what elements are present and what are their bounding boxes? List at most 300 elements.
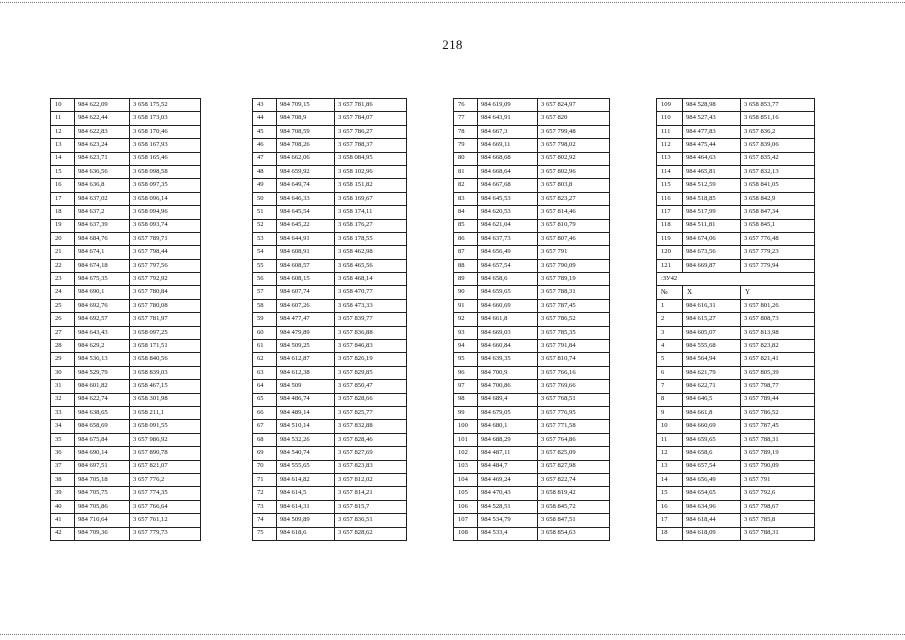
- point-number: 66: [253, 406, 277, 419]
- y-coordinate: 3 657 780,84: [130, 286, 201, 299]
- y-coordinate: 3 657 820: [538, 112, 610, 125]
- y-coordinate: 3 657 821,41: [741, 353, 815, 366]
- table-row: [51, 152, 201, 165]
- table-row: [454, 286, 610, 299]
- point-number: 47: [253, 152, 277, 165]
- table-row: [657, 393, 815, 406]
- table-row: [253, 125, 407, 138]
- y-coordinate: 3 657 827,98: [538, 460, 610, 473]
- table-row: [657, 179, 815, 192]
- point-number: 12: [51, 125, 75, 138]
- section-row: [657, 273, 815, 286]
- point-number: 106: [454, 500, 478, 513]
- y-coordinate: 3 658 102,96: [335, 165, 407, 178]
- table-row: [657, 340, 815, 353]
- table-row: [454, 433, 610, 446]
- table-row: [51, 460, 201, 473]
- x-coordinate: 984 659,92: [277, 165, 335, 178]
- point-number: 76: [454, 99, 478, 112]
- table-row: [51, 112, 201, 125]
- point-number: 32: [51, 393, 75, 406]
- x-coordinate: 984 658,6: [683, 447, 741, 460]
- y-coordinate: 3 657 789,44: [741, 393, 815, 406]
- table-row: [51, 500, 201, 513]
- point-number: 11: [657, 433, 683, 446]
- x-coordinate: 984 645,54: [277, 206, 335, 219]
- table-row: [253, 165, 407, 178]
- x-coordinate: 984 688,29: [478, 433, 538, 446]
- table-row: [51, 380, 201, 393]
- x-coordinate: 984 614,82: [277, 473, 335, 486]
- point-number: 86: [454, 232, 478, 245]
- point-number: 105: [454, 487, 478, 500]
- y-coordinate: 3 658 847,51: [538, 514, 610, 527]
- y-coordinate: 3 658 093,74: [130, 219, 201, 232]
- x-coordinate: 984 705,75: [75, 487, 130, 500]
- y-coordinate: 3 657 789,71: [130, 232, 201, 245]
- table-row: [253, 500, 407, 513]
- y-coordinate: 3 657 776,48: [741, 232, 815, 245]
- y-coordinate: 3 658 851,16: [741, 112, 815, 125]
- point-number: 55: [253, 259, 277, 272]
- y-coordinate: 3 657 825,77: [335, 406, 407, 419]
- y-coordinate: 3 657 832,13: [741, 165, 815, 178]
- y-coordinate: 3 657 821,07: [130, 460, 201, 473]
- point-number: 17: [51, 192, 75, 205]
- point-number: 75: [253, 527, 277, 540]
- point-number: 40: [51, 500, 75, 513]
- y-coordinate: 3 657 813,98: [741, 326, 815, 339]
- x-coordinate: 984 705,86: [75, 500, 130, 513]
- table-row: [454, 447, 610, 460]
- table-row: [253, 460, 407, 473]
- point-number: 28: [51, 340, 75, 353]
- table-row: [253, 380, 407, 393]
- point-number: 56: [253, 273, 277, 286]
- point-number: 74: [253, 514, 277, 527]
- point-number: 37: [51, 460, 75, 473]
- x-coordinate: 984 475,44: [683, 139, 741, 152]
- table-row: [51, 433, 201, 446]
- x-coordinate: 984 532,26: [277, 433, 335, 446]
- table-row: [51, 299, 201, 312]
- y-coordinate: 3 657 890,78: [130, 447, 201, 460]
- y-coordinate: 3 657 801,26: [741, 299, 815, 312]
- y-coordinate: 3 657 791,84: [538, 340, 610, 353]
- point-number: 24: [51, 286, 75, 299]
- point-number: 43: [253, 99, 277, 112]
- point-number: 16: [657, 500, 683, 513]
- y-coordinate: 3 658 841,05: [741, 179, 815, 192]
- table-row: [657, 246, 815, 259]
- y-coordinate: 3 657 771,58: [538, 420, 610, 433]
- x-coordinate: 984 708,26: [277, 139, 335, 152]
- point-number: 18: [51, 206, 75, 219]
- point-number: 31: [51, 380, 75, 393]
- point-number: 2: [657, 313, 683, 326]
- x-coordinate: 984 536,13: [75, 353, 130, 366]
- y-coordinate: 3 657 836,2: [741, 125, 815, 138]
- y-coordinate: 3 657 769,66: [538, 380, 610, 393]
- x-coordinate: 984 528,98: [683, 99, 741, 112]
- scan-bottom-edge: [0, 634, 905, 635]
- table-row: [454, 340, 610, 353]
- table-row: [454, 420, 610, 433]
- table-row: [253, 393, 407, 406]
- point-number: 80: [454, 152, 478, 165]
- point-number: 27: [51, 326, 75, 339]
- table-row: [51, 165, 201, 178]
- x-coordinate: 984 659,65: [683, 433, 741, 446]
- x-coordinate: 984 486,74: [277, 393, 335, 406]
- x-coordinate: 984 646,33: [277, 192, 335, 205]
- x-coordinate: 984 629,2: [75, 340, 130, 353]
- point-number: 21: [51, 246, 75, 259]
- point-number: 112: [657, 139, 683, 152]
- point-number: 83: [454, 192, 478, 205]
- y-coordinate: 3 657 776,95: [538, 406, 610, 419]
- x-coordinate: 984 637,2: [75, 206, 130, 219]
- table-row: [454, 219, 610, 232]
- table-row: [657, 125, 815, 138]
- x-coordinate: 984 637,39: [75, 219, 130, 232]
- y-coordinate: 3 657 810,74: [538, 353, 610, 366]
- table-row: [454, 393, 610, 406]
- y-coordinate: 3 657 827,69: [335, 447, 407, 460]
- table-row: [657, 353, 815, 366]
- x-coordinate: 984 644,91: [277, 232, 335, 245]
- table-row: [253, 313, 407, 326]
- table-row: [253, 286, 407, 299]
- table-row: [657, 165, 815, 178]
- point-number: 4: [657, 340, 683, 353]
- y-coordinate: 3 657 789,19: [538, 273, 610, 286]
- point-number: 39: [51, 487, 75, 500]
- table-body-2: [657, 299, 815, 540]
- y-coordinate: 3 657 781,86: [335, 99, 407, 112]
- point-number: 1: [657, 299, 683, 312]
- coordinate-table-2: [252, 98, 407, 541]
- point-number: 42: [51, 527, 75, 540]
- x-coordinate: 984 662,06: [277, 152, 335, 165]
- point-number: 44: [253, 112, 277, 125]
- x-coordinate: 984 469,24: [478, 473, 538, 486]
- y-coordinate: 3 657 784,07: [335, 112, 407, 125]
- table-row: [454, 313, 610, 326]
- coordinate-table-3: [453, 98, 610, 541]
- y-coordinate: 3 657 824,97: [538, 99, 610, 112]
- table-row: [454, 514, 610, 527]
- y-coordinate: 3 658 097,35: [130, 179, 201, 192]
- point-number: 12: [657, 447, 683, 460]
- table-row: [253, 433, 407, 446]
- x-coordinate: 984 646,5: [683, 393, 741, 406]
- x-coordinate: 984 680,1: [478, 420, 538, 433]
- x-coordinate: 984 607,26: [277, 299, 335, 312]
- table-row: [657, 219, 815, 232]
- point-number: 121: [657, 259, 683, 272]
- point-number: 10: [657, 420, 683, 433]
- header-number: №: [657, 286, 683, 299]
- point-number: 48: [253, 165, 277, 178]
- x-coordinate: 984 487,11: [478, 447, 538, 460]
- point-number: 87: [454, 246, 478, 259]
- y-coordinate: 3 657 797,56: [130, 259, 201, 272]
- x-coordinate: 984 639,35: [478, 353, 538, 366]
- table-row: [253, 353, 407, 366]
- y-coordinate: 3 657 823,27: [538, 192, 610, 205]
- point-number: 98: [454, 393, 478, 406]
- point-number: 33: [51, 406, 75, 419]
- x-coordinate: 984 477,47: [277, 313, 335, 326]
- scan-top-edge: [0, 2, 905, 3]
- y-coordinate: 3 657 807,46: [538, 232, 610, 245]
- table-row: [454, 99, 610, 112]
- table-row: [657, 500, 815, 513]
- table-row: [253, 206, 407, 219]
- x-coordinate: 984 564,94: [683, 353, 741, 366]
- y-coordinate: 3 657 825,09: [538, 447, 610, 460]
- table-row: [657, 259, 815, 272]
- table-row: [657, 433, 815, 446]
- table-row: [454, 259, 610, 272]
- point-number: 89: [454, 273, 478, 286]
- y-coordinate: 3 658 084,95: [335, 152, 407, 165]
- y-coordinate: 3 657 828,62: [335, 527, 407, 540]
- point-number: 36: [51, 447, 75, 460]
- x-coordinate: 984 700,86: [478, 380, 538, 393]
- point-number: 101: [454, 433, 478, 446]
- y-coordinate: 3 657 823,83: [335, 460, 407, 473]
- point-number: 14: [657, 473, 683, 486]
- table-row: [657, 112, 815, 125]
- x-coordinate: 984 643,91: [478, 112, 538, 125]
- table-row: [657, 206, 815, 219]
- x-coordinate: 984 612,87: [277, 353, 335, 366]
- x-coordinate: 984 634,96: [683, 500, 741, 513]
- x-coordinate: 984 638,65: [75, 406, 130, 419]
- table-row: [253, 473, 407, 486]
- table-row: [51, 326, 201, 339]
- x-coordinate: 984 608,57: [277, 259, 335, 272]
- point-number: 72: [253, 487, 277, 500]
- x-coordinate: 984 675,35: [75, 273, 130, 286]
- y-coordinate: 3 658 470,77: [335, 286, 407, 299]
- y-coordinate: 3 657 788,31: [741, 527, 815, 540]
- x-coordinate: 984 675,84: [75, 433, 130, 446]
- y-coordinate: 3 657 766,64: [130, 500, 201, 513]
- point-number: 34: [51, 420, 75, 433]
- y-coordinate: 3 657 799,48: [538, 125, 610, 138]
- y-coordinate: 3 657 808,73: [741, 313, 815, 326]
- y-coordinate: 3 658 094,96: [130, 206, 201, 219]
- x-coordinate: 984 615,27: [683, 313, 741, 326]
- y-coordinate: 3 658 170,46: [130, 125, 201, 138]
- page-number: 218: [442, 37, 463, 52]
- table-row: [253, 420, 407, 433]
- y-coordinate: 3 657 776,2: [130, 473, 201, 486]
- x-coordinate: 984 621,04: [478, 219, 538, 232]
- table-row: [454, 500, 610, 513]
- y-coordinate: 3 657 788,31: [741, 433, 815, 446]
- y-coordinate: 3 658 840,56: [130, 353, 201, 366]
- y-coordinate: 3 657 828,66: [335, 393, 407, 406]
- y-coordinate: 3 658 091,55: [130, 420, 201, 433]
- table-row: [454, 192, 610, 205]
- y-coordinate: 3 657 798,44: [130, 246, 201, 259]
- table-row: [454, 487, 610, 500]
- x-coordinate: 984 509: [277, 380, 335, 393]
- x-coordinate: 984 479,89: [277, 326, 335, 339]
- point-number: 79: [454, 139, 478, 152]
- point-number: 6: [657, 366, 683, 379]
- x-coordinate: 984 660,84: [478, 340, 538, 353]
- point-number: 73: [253, 500, 277, 513]
- table-row: [657, 514, 815, 527]
- y-coordinate: 3 657 814,21: [335, 487, 407, 500]
- table-row: [51, 514, 201, 527]
- point-number: 119: [657, 232, 683, 245]
- table-row: [657, 366, 815, 379]
- y-coordinate: 3 658 175,52: [130, 99, 201, 112]
- y-coordinate: 3 657 822,74: [538, 473, 610, 486]
- x-coordinate: 984 708,9: [277, 112, 335, 125]
- y-coordinate: 3 657 798,02: [538, 139, 610, 152]
- x-coordinate: 984 465,81: [683, 165, 741, 178]
- table-row: [454, 179, 610, 192]
- table-row: [657, 232, 815, 245]
- x-coordinate: 984 622,83: [75, 125, 130, 138]
- table-row: [657, 487, 815, 500]
- x-coordinate: 984 614,31: [277, 500, 335, 513]
- y-coordinate: 3 657 850,47: [335, 380, 407, 393]
- table-row: [454, 353, 610, 366]
- x-coordinate: 984 674,06: [683, 232, 741, 245]
- point-number: 67: [253, 420, 277, 433]
- x-coordinate: 984 511,81: [683, 219, 741, 232]
- y-coordinate: 3 657 792,6: [741, 487, 815, 500]
- y-coordinate: 3 658 167,93: [130, 139, 201, 152]
- table-row: [51, 447, 201, 460]
- y-coordinate: 3 658 165,46: [130, 152, 201, 165]
- point-number: 115: [657, 179, 683, 192]
- point-number: 15: [657, 487, 683, 500]
- point-number: 22: [51, 259, 75, 272]
- y-coordinate: 3 658 097,25: [130, 326, 201, 339]
- table-row: [51, 192, 201, 205]
- table-row: [51, 420, 201, 433]
- y-coordinate: 3 658 468,14: [335, 273, 407, 286]
- y-coordinate: 3 657 846,83: [335, 340, 407, 353]
- point-number: 110: [657, 112, 683, 125]
- x-coordinate: 984 656,49: [478, 246, 538, 259]
- table-row: [253, 487, 407, 500]
- x-coordinate: 984 608,15: [277, 273, 335, 286]
- x-coordinate: 984 622,44: [75, 112, 130, 125]
- table-row: [657, 99, 815, 112]
- y-coordinate: 3 658 473,33: [335, 299, 407, 312]
- x-coordinate: 984 661,8: [683, 406, 741, 419]
- x-coordinate: 984 622,71: [683, 380, 741, 393]
- y-coordinate: 3 657 780,08: [130, 299, 201, 312]
- table-row: [454, 273, 610, 286]
- point-number: 69: [253, 447, 277, 460]
- table-row: [253, 139, 407, 152]
- point-number: 8: [657, 393, 683, 406]
- x-coordinate: 984 667,3: [478, 125, 538, 138]
- x-coordinate: 984 614,5: [277, 487, 335, 500]
- section-label: :ЗУ42: [657, 273, 815, 286]
- x-coordinate: 984 509,25: [277, 340, 335, 353]
- table-row: [51, 259, 201, 272]
- point-number: 54: [253, 246, 277, 259]
- point-number: 29: [51, 353, 75, 366]
- table-row: [657, 473, 815, 486]
- y-coordinate: 3 658 819,42: [538, 487, 610, 500]
- y-coordinate: 3 657 785,8: [741, 514, 815, 527]
- x-coordinate: 984 645,22: [277, 219, 335, 232]
- table-row: [253, 273, 407, 286]
- point-number: 7: [657, 380, 683, 393]
- table-row: [253, 340, 407, 353]
- point-number: 26: [51, 313, 75, 326]
- point-number: 13: [657, 460, 683, 473]
- y-coordinate: 3 657 986,92: [130, 433, 201, 446]
- table-row: [454, 139, 610, 152]
- table-row: [253, 366, 407, 379]
- x-coordinate: 984 700,9: [478, 366, 538, 379]
- x-coordinate: 984 656,49: [683, 473, 741, 486]
- coordinate-table-4: [656, 98, 815, 541]
- table-row: [657, 406, 815, 419]
- point-number: 49: [253, 179, 277, 192]
- point-number: 88: [454, 259, 478, 272]
- y-coordinate: 3 657 779,23: [741, 246, 815, 259]
- x-coordinate: 984 674,18: [75, 259, 130, 272]
- header-y: Y: [741, 286, 815, 299]
- y-coordinate: 3 658 465,56: [335, 259, 407, 272]
- y-coordinate: 3 658 211,1: [130, 406, 201, 419]
- point-number: 109: [657, 99, 683, 112]
- x-coordinate: 984 669,03: [478, 326, 538, 339]
- header-row: [657, 286, 815, 299]
- table-row: [657, 326, 815, 339]
- point-number: 51: [253, 206, 277, 219]
- table-body: [657, 99, 815, 273]
- x-coordinate: 984 605,07: [683, 326, 741, 339]
- table-row: [253, 179, 407, 192]
- x-coordinate: 984 470,43: [478, 487, 538, 500]
- y-coordinate: 3 657 791: [538, 246, 610, 259]
- table-row: [454, 380, 610, 393]
- x-coordinate: 984 658,69: [75, 420, 130, 433]
- table-row: [657, 192, 815, 205]
- point-number: 117: [657, 206, 683, 219]
- table-row: [253, 99, 407, 112]
- x-coordinate: 984 645,53: [478, 192, 538, 205]
- section-header: [657, 273, 815, 300]
- table-row: [253, 246, 407, 259]
- x-coordinate: 984 705,18: [75, 473, 130, 486]
- table-row: [454, 206, 610, 219]
- point-number: 65: [253, 393, 277, 406]
- x-coordinate: 984 708,59: [277, 125, 335, 138]
- point-number: 116: [657, 192, 683, 205]
- y-coordinate: 3 658 301,98: [130, 393, 201, 406]
- point-number: 58: [253, 299, 277, 312]
- point-number: 93: [454, 326, 478, 339]
- y-coordinate: 3 657 802,92: [538, 152, 610, 165]
